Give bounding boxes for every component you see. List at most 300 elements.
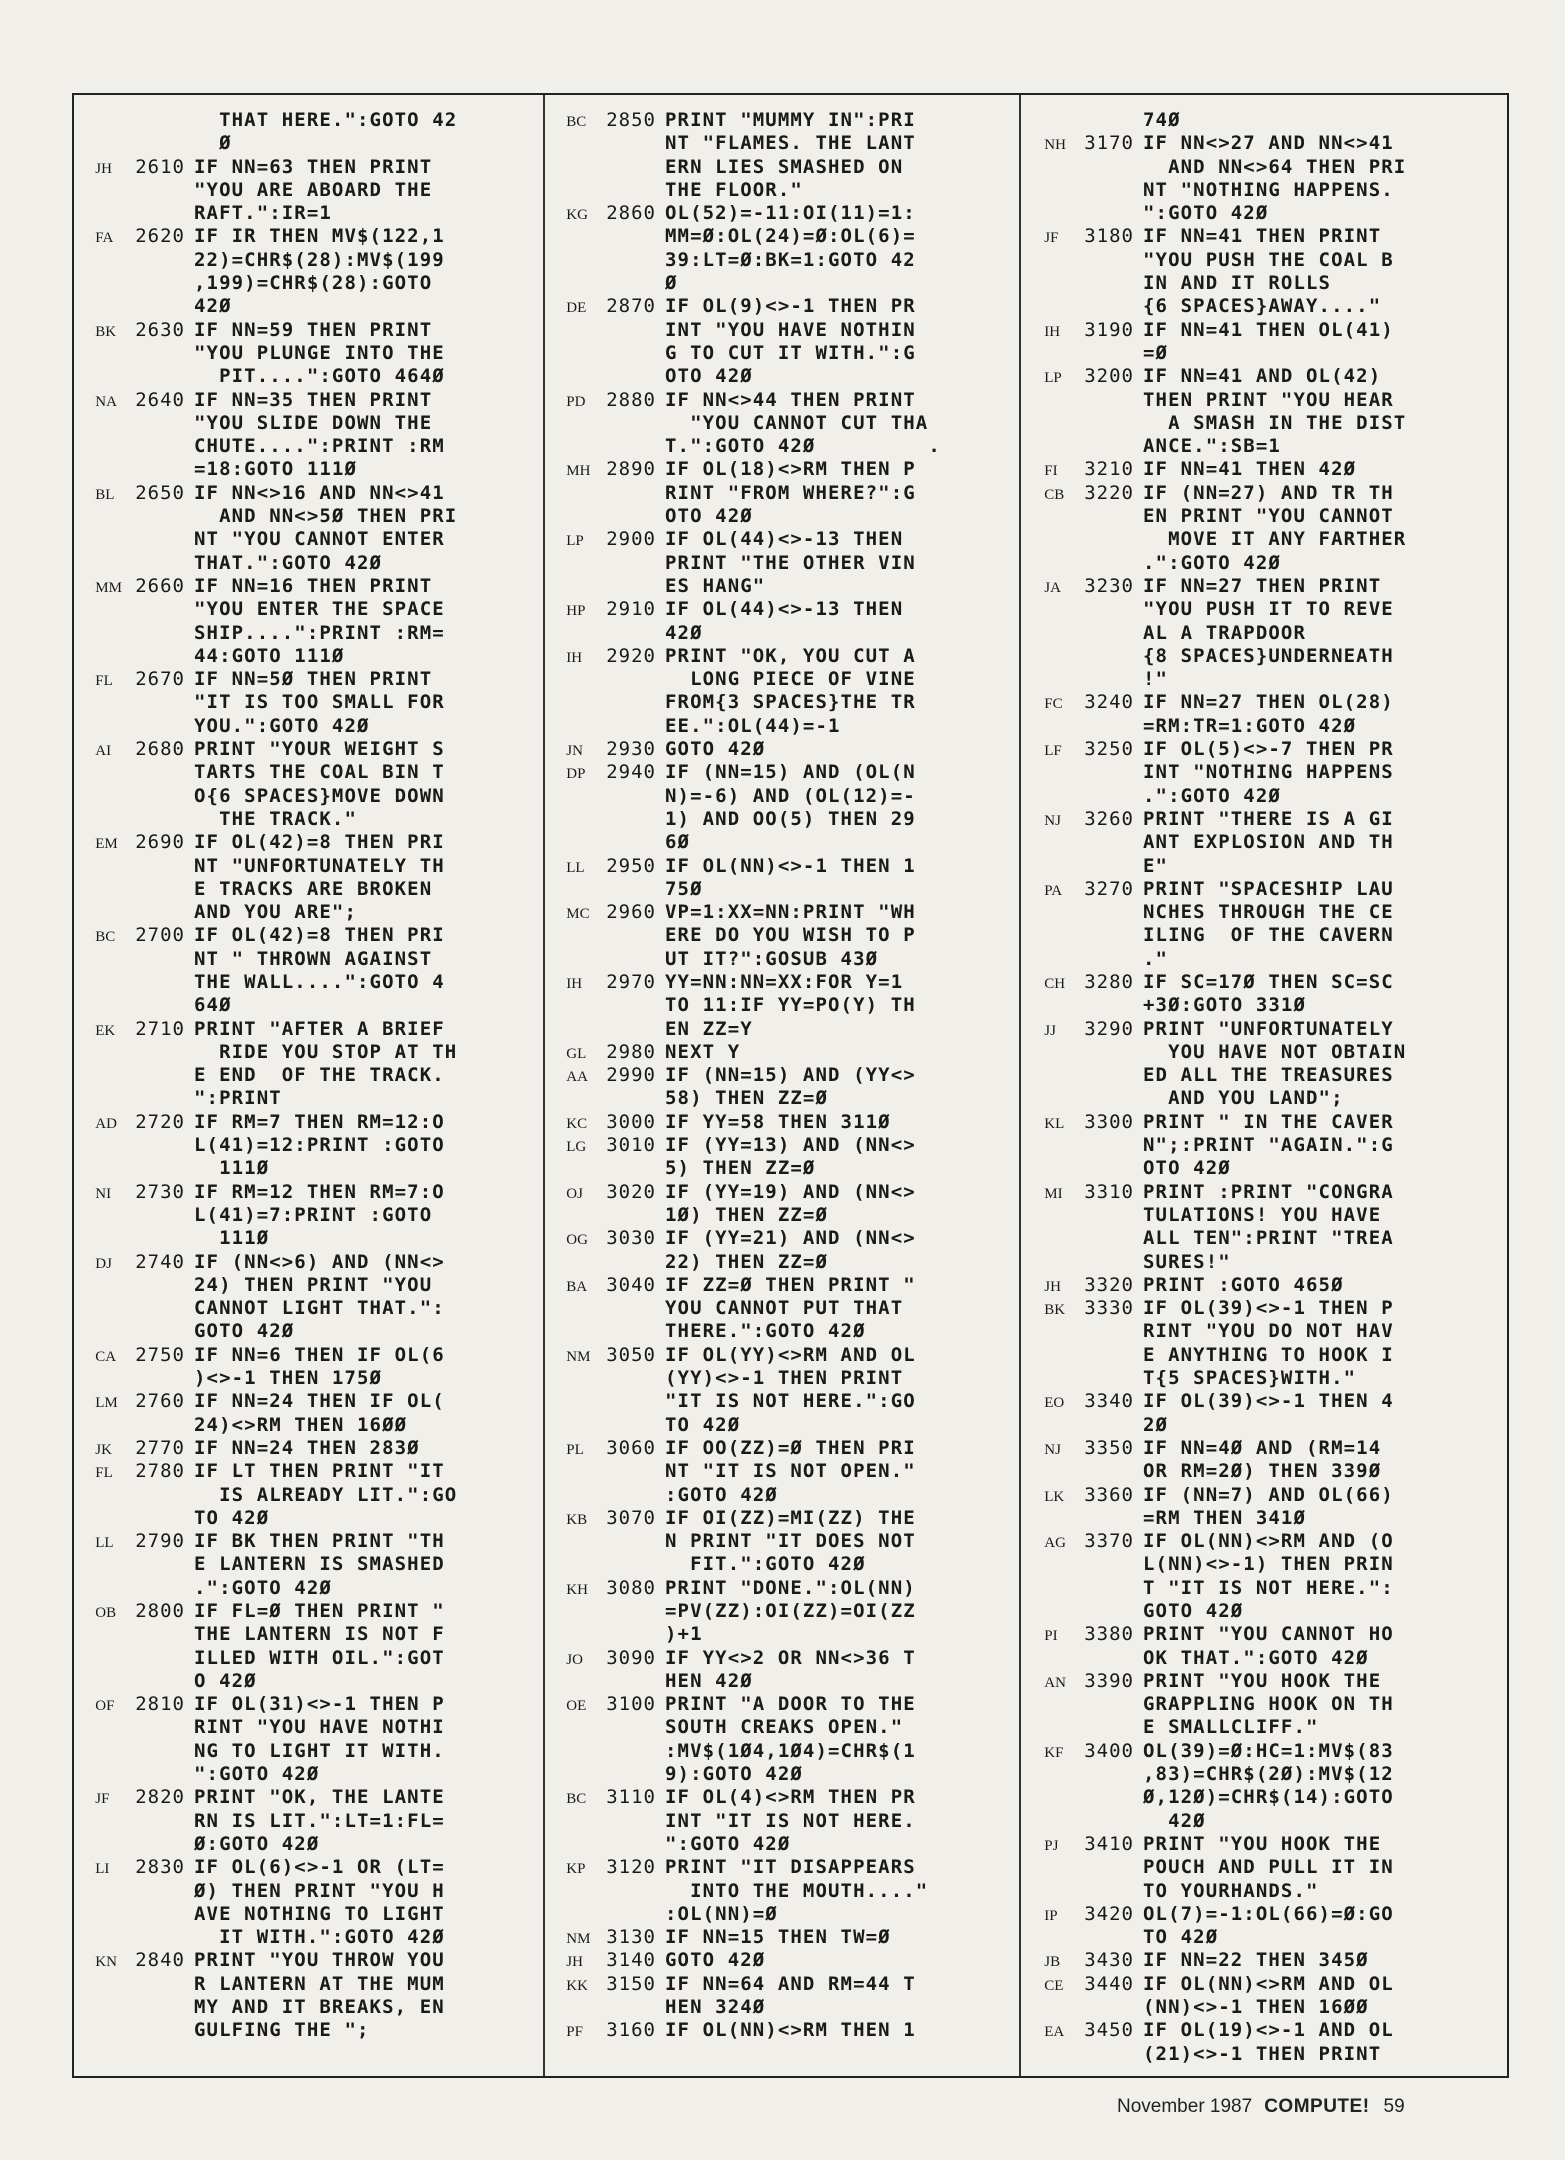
code-text: Ø:GOTO 42Ø xyxy=(194,1832,320,1855)
line-number: 3330 xyxy=(1084,1297,1134,1320)
code-line xyxy=(1029,1064,1501,1087)
code-line xyxy=(1029,1157,1501,1180)
code-text: PRINT " IN THE CAVER xyxy=(1143,1110,1394,1133)
code-line xyxy=(1029,1320,1501,1343)
line-number: 2850 xyxy=(606,109,656,131)
page-number: 59 xyxy=(1383,2096,1405,2117)
line-label xyxy=(551,1181,656,1206)
code-text: ":GOTO 42Ø xyxy=(665,1832,791,1855)
code-text: "YOU PUSH THE COAL B xyxy=(1143,248,1394,271)
line-label xyxy=(80,1437,185,1462)
listing-column-1 xyxy=(80,109,536,2066)
line-number: 2800 xyxy=(135,1600,185,1622)
code-line xyxy=(551,552,1013,575)
code-line xyxy=(1029,1786,1501,1809)
code-line xyxy=(1029,738,1501,761)
code-line xyxy=(1029,1367,1501,1390)
code-line xyxy=(1029,272,1501,295)
code-line xyxy=(551,1647,1013,1670)
code-line xyxy=(80,1716,536,1739)
line-number: 3210 xyxy=(1084,458,1134,481)
code-line xyxy=(80,1204,536,1227)
code-text: IF NN=5Ø THEN PRINT xyxy=(194,668,433,691)
code-text: "YOU ENTER THE SPACE xyxy=(194,598,445,621)
code-text: PRINT "YOUR WEIGHT S xyxy=(194,738,445,761)
line-number: 2940 xyxy=(606,761,656,784)
code-line xyxy=(551,1320,1013,1343)
checksum: BC xyxy=(566,114,587,130)
code-text: :MV$(1Ø4,1Ø4)=CHR$(1 xyxy=(665,1739,916,1762)
checksum: CA xyxy=(95,1348,117,1365)
line-number: 3040 xyxy=(606,1273,656,1296)
checksum: BL xyxy=(95,486,115,503)
checksum: EK xyxy=(95,1022,116,1039)
listing-frame xyxy=(72,93,1509,2078)
code-text: IF (YY=13) AND (NN<> xyxy=(665,1134,916,1157)
code-text: 75Ø xyxy=(665,877,703,900)
line-number: 3130 xyxy=(606,1926,656,1949)
code-line xyxy=(80,1344,536,1367)
code-line xyxy=(80,948,536,971)
code-text: AND YOU LAND"; xyxy=(1143,1087,1344,1110)
code-text: E SMALLCLIFF." xyxy=(1143,1716,1319,1739)
checksum: PF xyxy=(566,2024,583,2041)
code-text: PRINT "A DOOR TO THE xyxy=(665,1693,916,1716)
line-number: 2870 xyxy=(606,295,656,318)
line-number: 2890 xyxy=(606,458,656,481)
checksum: IH xyxy=(1044,323,1061,340)
code-text: 22)=CHR$(28):MV$(199 xyxy=(194,248,445,271)
code-line xyxy=(80,132,536,155)
code-line xyxy=(1029,1530,1501,1553)
line-label xyxy=(551,1577,656,1602)
line-number: 2790 xyxy=(135,1530,185,1553)
line-number: 2820 xyxy=(135,1786,185,1809)
code-text: YY=NN:NN=XX:FOR Y=1 xyxy=(665,970,904,993)
code-text: PRINT "SPACESHIP LAU xyxy=(1143,877,1394,900)
code-text: PRINT "DONE.":OL(NN) xyxy=(665,1576,916,1599)
code-line xyxy=(1029,1693,1501,1716)
code-text: IF NN=59 THEN PRINT xyxy=(194,318,433,341)
checksum: JH xyxy=(1044,1278,1061,1295)
line-number: 3400 xyxy=(1084,1739,1134,1762)
code-text: ":PRINT xyxy=(194,1087,282,1110)
checksum: AA xyxy=(566,1069,588,1086)
code-line xyxy=(1029,1181,1501,1204)
line-number: 2700 xyxy=(135,924,185,947)
code-line xyxy=(1029,412,1501,435)
code-line xyxy=(80,1018,536,1041)
code-text: L(41)=7:PRINT :GOTO xyxy=(194,1203,433,1226)
code-text: CANNOT LIGHT THAT.": xyxy=(194,1297,445,1320)
code-text: Ø xyxy=(194,132,232,155)
code-text: OL(39)=Ø:HC=1:MV$(83 xyxy=(1143,1739,1394,1762)
code-line xyxy=(551,109,1013,132)
line-number: 3440 xyxy=(1084,1972,1134,1995)
code-text: THAT.":GOTO 42Ø xyxy=(194,551,383,574)
code-text: IF NN=63 THEN PRINT xyxy=(194,155,433,178)
code-text: IF NN=4Ø AND (RM=14 xyxy=(1143,1436,1382,1459)
checksum: KN xyxy=(95,1954,117,1971)
code-text: NT " THROWN AGAINST xyxy=(194,947,433,970)
code-line xyxy=(80,1041,536,1064)
code-line xyxy=(551,202,1013,225)
code-line xyxy=(551,458,1013,481)
code-line xyxy=(551,622,1013,645)
code-text: IF (YY=21) AND (NN<> xyxy=(665,1227,916,1250)
line-label xyxy=(1029,1949,1134,1974)
code-line xyxy=(551,1018,1013,1041)
code-text: G TO CUT IT WITH.":G xyxy=(665,341,916,364)
line-label xyxy=(1029,691,1134,716)
line-label xyxy=(80,1460,185,1485)
code-line xyxy=(80,855,536,878)
code-line xyxy=(1029,1251,1501,1274)
code-text: IF NN=27 THEN OL(28) xyxy=(1143,691,1394,714)
code-text: RN IS LIT.":LT=1:FL= xyxy=(194,1809,445,1832)
code-text: INT "IT IS NOT HERE. xyxy=(665,1809,916,1832)
code-line xyxy=(551,575,1013,598)
code-text: PRINT "MUMMY IN":PRI xyxy=(665,109,916,131)
line-label xyxy=(80,1856,185,1881)
code-text: 22) THEN ZZ=Ø xyxy=(665,1250,829,1273)
code-text: RAFT.":IR=1 xyxy=(194,202,332,225)
code-line xyxy=(551,1274,1013,1297)
code-text: IF OL(18)<>RM THEN P xyxy=(665,458,916,481)
code-text: YOU CANNOT PUT THAT xyxy=(665,1297,904,1320)
code-line xyxy=(551,1041,1013,1064)
line-number: 3270 xyxy=(1084,877,1134,900)
code-text: O{6 SPACES}MOVE DOWN xyxy=(194,784,445,807)
code-text: IF (NN=15) AND (OL(N xyxy=(665,761,916,784)
code-line xyxy=(80,552,536,575)
code-line xyxy=(551,1623,1013,1646)
code-line xyxy=(551,1693,1013,1716)
checksum: JB xyxy=(1044,1954,1061,1971)
code-text: IF NN=41 THEN 42Ø xyxy=(1143,458,1357,481)
code-text: ES HANG" xyxy=(665,574,766,597)
code-line xyxy=(80,1973,536,1996)
listing-column-3 xyxy=(1029,109,1501,2066)
code-line xyxy=(1029,785,1501,808)
line-label xyxy=(1029,1740,1134,1765)
code-line xyxy=(80,645,536,668)
code-line xyxy=(551,1600,1013,1623)
code-text: IF OL(5)<>-7 THEN PR xyxy=(1143,738,1394,761)
code-text: OL(52)=-11:OI(11)=1: xyxy=(665,202,916,225)
code-text: MOVE IT ANY FARTHER xyxy=(1143,528,1407,551)
code-text: HEN 324Ø xyxy=(665,1996,766,2019)
code-text: PRINT "THERE IS A GI xyxy=(1143,807,1394,830)
line-number: 3220 xyxy=(1084,481,1134,504)
code-line xyxy=(80,365,536,388)
code-line xyxy=(80,1320,536,1343)
line-label xyxy=(551,1227,656,1252)
code-text: 64Ø xyxy=(194,994,232,1017)
code-text: NT "NOTHING HAPPENS. xyxy=(1143,178,1394,201)
line-label xyxy=(1029,1484,1134,1509)
line-number: 3070 xyxy=(606,1506,656,1529)
code-line xyxy=(80,389,536,412)
line-number: 3410 xyxy=(1084,1832,1134,1855)
line-number: 2710 xyxy=(135,1017,185,1040)
code-text: GOTO 42Ø xyxy=(665,1949,766,1972)
code-text: TO 42Ø xyxy=(1143,1926,1219,1949)
line-label xyxy=(1029,1437,1134,1462)
code-line xyxy=(80,1880,536,1903)
code-line xyxy=(1029,1134,1501,1157)
code-line xyxy=(1029,1227,1501,1250)
code-text: IF NN<>44 THEN PRINT xyxy=(665,388,916,411)
code-text: "YOU PLUNGE INTO THE xyxy=(194,341,445,364)
line-number: 2680 xyxy=(135,738,185,761)
checksum: DP xyxy=(566,766,586,783)
code-line xyxy=(551,1111,1013,1134)
code-line xyxy=(80,1507,536,1530)
code-text: SHIP....":PRINT :RM= xyxy=(194,621,445,644)
code-text: NT "YOU CANNOT ENTER xyxy=(194,528,445,551)
code-line xyxy=(551,1926,1013,1949)
code-text: YOU HAVE NOT OBTAIN xyxy=(1143,1040,1407,1063)
code-text: IF (NN<>6) AND (NN<> xyxy=(194,1250,445,1273)
code-line xyxy=(80,1227,536,1250)
checksum: KH xyxy=(566,1581,588,1598)
code-line xyxy=(1029,808,1501,831)
checksum: FI xyxy=(1044,463,1058,480)
code-line xyxy=(551,319,1013,342)
line-number: 3310 xyxy=(1084,1180,1134,1203)
code-line xyxy=(1029,249,1501,272)
code-line xyxy=(551,1181,1013,1204)
code-line xyxy=(1029,994,1501,1017)
code-text: PRINT "YOU HOOK THE xyxy=(1143,1669,1382,1692)
code-text: RINT "FROM WHERE?":G xyxy=(665,481,916,504)
code-text: "IT IS TOO SMALL FOR xyxy=(194,691,445,714)
code-text: PRINT :GOTO 465Ø xyxy=(1143,1273,1344,1296)
line-label xyxy=(80,575,185,600)
line-label xyxy=(80,482,185,507)
code-line xyxy=(80,1134,536,1157)
code-text: RINT "YOU HAVE NOTHI xyxy=(194,1716,445,1739)
line-label xyxy=(80,831,185,856)
code-text: OL(7)=-1:OL(66)=Ø:GO xyxy=(1143,1902,1394,1925)
code-text: IF YY<>2 OR NN<>36 T xyxy=(665,1646,916,1669)
code-line xyxy=(1029,1577,1501,1600)
code-line xyxy=(551,389,1013,412)
code-text: EN ZZ=Y xyxy=(665,1017,753,1040)
line-number: 2910 xyxy=(606,598,656,621)
checksum: JA xyxy=(1044,579,1061,596)
checksum: JH xyxy=(566,1954,583,1971)
line-label xyxy=(551,109,656,134)
line-label xyxy=(551,1949,656,1974)
line-number: 2960 xyxy=(606,901,656,924)
code-text: EN PRINT "YOU CANNOT xyxy=(1143,505,1394,528)
code-text: FIT.":GOTO 42Ø xyxy=(665,1553,866,1576)
code-line xyxy=(551,225,1013,248)
line-label xyxy=(80,668,185,693)
line-label xyxy=(551,1111,656,1136)
line-label xyxy=(1029,482,1134,507)
code-line xyxy=(551,528,1013,551)
line-number: 2780 xyxy=(135,1460,185,1483)
code-line xyxy=(80,249,536,272)
code-text: IF OL(19)<>-1 AND OL xyxy=(1143,2019,1394,2042)
code-line xyxy=(1029,878,1501,901)
checksum: LG xyxy=(566,1139,587,1156)
code-text: NT "IT IS NOT OPEN." xyxy=(665,1460,916,1483)
code-text: IF NN=41 THEN OL(41) xyxy=(1143,318,1394,341)
code-line xyxy=(80,1460,536,1483)
code-text: ALL TEN":PRINT "TREA xyxy=(1143,1227,1394,1250)
code-line xyxy=(1029,1041,1501,1064)
code-text: IF OL(4)<>RM THEN PR xyxy=(665,1786,916,1809)
code-line xyxy=(551,948,1013,971)
checksum: JO xyxy=(566,1651,583,1668)
code-text: IF OL(NN)<>RM AND (O xyxy=(1143,1530,1394,1553)
code-text: E LANTERN IS SMASHED xyxy=(194,1553,445,1576)
code-text: IF (NN=27) AND TR TH xyxy=(1143,481,1394,504)
code-text: .":GOTO 42Ø xyxy=(1143,551,1281,574)
code-text: 5) THEN ZZ=Ø xyxy=(665,1157,816,1180)
code-text: OR RM=2Ø) THEN 339Ø xyxy=(1143,1460,1382,1483)
code-text: ,83)=CHR$(2Ø):MV$(12 xyxy=(1143,1763,1394,1786)
code-text: 42Ø xyxy=(665,621,703,644)
line-label xyxy=(80,924,185,949)
line-number: 2770 xyxy=(135,1436,185,1459)
checksum: MH xyxy=(566,463,591,480)
code-line xyxy=(1029,435,1501,458)
code-text: IT WITH.":GOTO 42Ø xyxy=(194,1926,445,1949)
code-line xyxy=(80,1437,536,1460)
line-label xyxy=(80,156,185,181)
line-label xyxy=(80,1530,185,1555)
line-label xyxy=(551,1507,656,1532)
code-line xyxy=(1029,1018,1501,1041)
code-line xyxy=(551,1367,1013,1390)
checksum: IP xyxy=(1044,1907,1058,1924)
code-text: IF OL(9)<>-1 THEN PR xyxy=(665,295,916,318)
code-text: IF FL=Ø THEN PRINT " xyxy=(194,1600,445,1622)
line-label xyxy=(551,528,656,553)
checksum: CB xyxy=(1044,486,1065,503)
line-label xyxy=(1029,225,1134,250)
code-line xyxy=(80,901,536,924)
line-number: 2750 xyxy=(135,1343,185,1366)
code-text: GOTO 42Ø xyxy=(665,738,766,761)
code-line xyxy=(80,1693,536,1716)
line-label xyxy=(1029,1623,1134,1648)
code-text: L(41)=12:PRINT :GOTO xyxy=(194,1134,445,1157)
code-line xyxy=(80,1274,536,1297)
line-number: 3060 xyxy=(606,1436,656,1459)
checksum: BC xyxy=(566,1791,587,1808)
checksum: LL xyxy=(566,859,585,876)
code-line xyxy=(1029,948,1501,971)
magazine-name: COMPUTE! xyxy=(1264,2096,1370,2117)
code-text: GOTO 42Ø xyxy=(1143,1600,1244,1622)
line-number: 3370 xyxy=(1084,1530,1134,1553)
code-line xyxy=(551,1530,1013,1553)
checksum: NJ xyxy=(1044,1441,1061,1458)
code-text: IF NN=35 THEN PRINT xyxy=(194,388,433,411)
code-text: HEN 42Ø xyxy=(665,1669,753,1692)
line-label xyxy=(551,1041,656,1066)
code-text: E" xyxy=(1143,854,1169,877)
line-number: 3000 xyxy=(606,1110,656,1133)
code-text: N PRINT "IT DOES NOT xyxy=(665,1530,916,1553)
code-line xyxy=(1029,552,1501,575)
checksum: EM xyxy=(95,836,118,853)
code-line xyxy=(80,878,536,901)
code-line xyxy=(551,249,1013,272)
checksum: NM xyxy=(566,1348,591,1365)
line-label xyxy=(80,1693,185,1718)
code-line xyxy=(551,1856,1013,1879)
code-line xyxy=(551,1763,1013,1786)
code-text: TULATIONS! YOU HAVE xyxy=(1143,1203,1382,1226)
line-label xyxy=(551,645,656,670)
line-label xyxy=(551,1344,656,1369)
code-text: IF NN=64 AND RM=44 T xyxy=(665,1972,916,1995)
code-line xyxy=(551,1903,1013,1926)
code-text: NG TO LIGHT IT WITH. xyxy=(194,1739,445,1762)
code-text: IF LT THEN PRINT "IT xyxy=(194,1460,445,1483)
code-line xyxy=(551,1507,1013,1530)
code-text: IF NN=16 THEN PRINT xyxy=(194,574,433,597)
line-number: 2860 xyxy=(606,202,656,225)
code-text: 111Ø xyxy=(194,1157,270,1180)
code-text: E TRACKS ARE BROKEN xyxy=(194,877,433,900)
code-text: AL A TRAPDOOR xyxy=(1143,621,1307,644)
line-number: 2690 xyxy=(135,831,185,854)
code-text: RINT "YOU DO NOT HAV xyxy=(1143,1320,1394,1343)
code-line xyxy=(551,179,1013,202)
code-line xyxy=(551,855,1013,878)
checksum: MM xyxy=(95,579,122,596)
checksum: CE xyxy=(1044,1977,1064,1994)
code-text: IF (NN=7) AND OL(66) xyxy=(1143,1483,1394,1506)
code-text: UT IT?":GOSUB 43Ø xyxy=(665,947,879,970)
code-text: :GOTO 42Ø xyxy=(665,1483,778,1506)
code-line xyxy=(1029,668,1501,691)
line-number: 3120 xyxy=(606,1856,656,1879)
code-text: INT "YOU HAVE NOTHIN xyxy=(665,318,916,341)
checksum: EO xyxy=(1044,1395,1065,1412)
line-label xyxy=(1029,575,1134,600)
line-label xyxy=(1029,1297,1134,1322)
code-text: TO 11:IF YY=PO(Y) TH xyxy=(665,994,916,1017)
code-text: PRINT "UNFORTUNATELY xyxy=(1143,1017,1394,1040)
code-line xyxy=(551,1297,1013,1320)
code-line xyxy=(1029,1716,1501,1739)
code-line xyxy=(1029,1880,1501,1903)
code-line xyxy=(80,179,536,202)
line-label xyxy=(80,1344,185,1369)
code-text: IF OL(44)<>-13 THEN xyxy=(665,598,904,621)
code-line xyxy=(1029,319,1501,342)
line-label xyxy=(1029,971,1134,996)
code-text: AVE NOTHING TO LIGHT xyxy=(194,1902,445,1925)
code-line xyxy=(80,1833,536,1856)
line-number: 3190 xyxy=(1084,318,1134,341)
checksum: LK xyxy=(1044,1488,1065,1505)
code-text: THE FLOOR." xyxy=(665,178,803,201)
code-line xyxy=(1029,225,1501,248)
code-text: IF SC=17Ø THEN SC=SC xyxy=(1143,970,1394,993)
code-text: N)=-6) AND (OL(12)=- xyxy=(665,784,916,807)
line-label xyxy=(1029,1973,1134,1998)
